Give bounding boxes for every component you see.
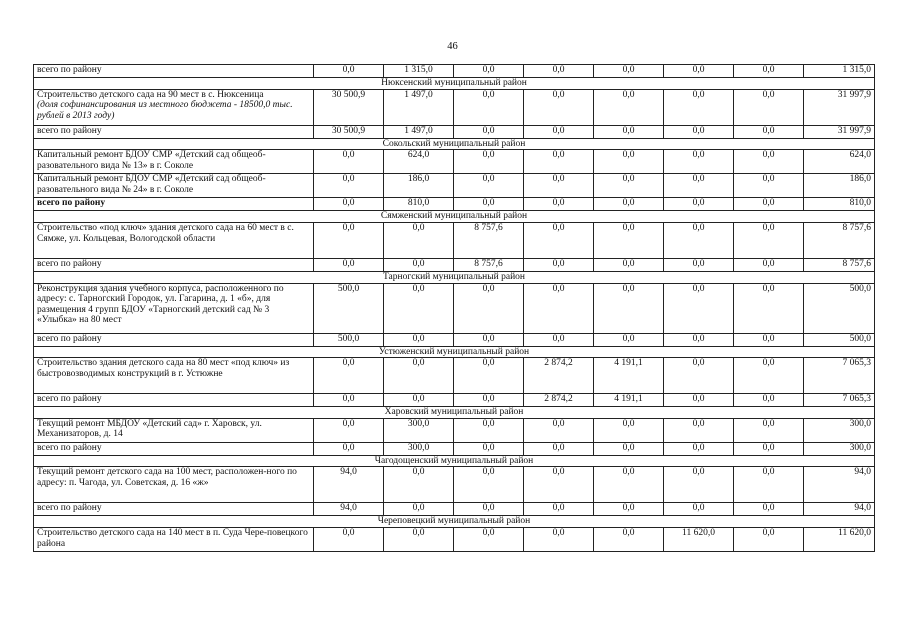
- total-value-cell: 31 997,9: [804, 89, 875, 125]
- value-cell: 624,0: [384, 150, 454, 174]
- total-value-cell: 94,0: [804, 467, 875, 503]
- total-value-cell: 8 757,6: [804, 258, 875, 271]
- value-cell: 0,0: [734, 222, 804, 258]
- value-cell: 11 620,0: [664, 528, 734, 552]
- value-cell: 0,0: [524, 222, 594, 258]
- total-value-cell: 11 620,0: [804, 528, 875, 552]
- value-cell: 0,0: [454, 89, 524, 125]
- value-cell: 0,0: [454, 467, 524, 503]
- value-cell: 0,0: [524, 528, 594, 552]
- section-title: Сокольский муниципальный район: [34, 138, 875, 150]
- item-description: Реконструкция здания учебного корпуса, расположенного по адресу: с. Тарногский Городок, ул. Гагарина, д. 1 «б», для размещения 4 групп БДОУ «Тарногский детский сад № 3 «Улыбка» на 80 мест: [34, 283, 314, 333]
- value-cell: 0,0: [384, 222, 454, 258]
- total-row: [34, 198, 875, 211]
- value-cell: 0,0: [454, 503, 524, 516]
- value-cell: 0,0: [734, 89, 804, 125]
- value-cell: 0,0: [314, 442, 384, 455]
- value-cell: 0,0: [594, 528, 664, 552]
- total-label: всего по району: [34, 333, 314, 346]
- value-cell: 0,0: [734, 358, 804, 394]
- total-row: [34, 125, 875, 138]
- value-cell: 0,0: [594, 198, 664, 211]
- value-cell: 0,0: [454, 418, 524, 442]
- value-cell: 0,0: [384, 258, 454, 271]
- value-cell: 0,0: [314, 174, 384, 198]
- section-title: Чагодощенский муниципальный район: [34, 455, 875, 467]
- value-cell: 0,0: [314, 198, 384, 211]
- total-value-cell: 7 065,3: [804, 358, 875, 394]
- value-cell: 0,0: [664, 174, 734, 198]
- total-row: [34, 394, 875, 407]
- total-value-cell: 624,0: [804, 150, 875, 174]
- value-cell: 0,0: [664, 333, 734, 346]
- total-row: [34, 442, 875, 455]
- value-cell: 0,0: [734, 467, 804, 503]
- total-value-cell: 31 997,9: [804, 125, 875, 138]
- table-row: [34, 174, 875, 198]
- section-row: [34, 455, 875, 467]
- value-cell: 0,0: [594, 467, 664, 503]
- value-cell: 2 874,2: [524, 358, 594, 394]
- item-description: Строительство детского сада на 90 мест в с. Нюксеница (доля софинансирования из местного бюджета - 18500,0 тыс. рублей в 2013 году): [34, 89, 314, 125]
- value-cell: 0,0: [594, 258, 664, 271]
- total-label: всего по району: [34, 503, 314, 516]
- value-cell: 0,0: [594, 125, 664, 138]
- section-row: [34, 407, 875, 419]
- section-title: Харовский муниципальный район: [34, 407, 875, 419]
- value-cell: 0,0: [384, 503, 454, 516]
- total-value-cell: 94,0: [804, 503, 875, 516]
- total-label: всего по району: [34, 65, 314, 78]
- value-cell: 0,0: [734, 394, 804, 407]
- value-cell: 0,0: [734, 65, 804, 78]
- value-cell: 2 874,2: [524, 394, 594, 407]
- value-cell: 0,0: [314, 258, 384, 271]
- value-cell: 8 757,6: [454, 222, 524, 258]
- value-cell: 0,0: [664, 65, 734, 78]
- total-value-cell: 500,0: [804, 333, 875, 346]
- value-cell: 0,0: [664, 467, 734, 503]
- value-cell: 0,0: [454, 283, 524, 333]
- value-cell: 0,0: [734, 283, 804, 333]
- value-cell: 0,0: [384, 358, 454, 394]
- value-cell: 500,0: [314, 283, 384, 333]
- value-cell: 0,0: [664, 283, 734, 333]
- value-cell: 0,0: [734, 503, 804, 516]
- item-note: (доля софинансирования из местного бюджета - 18500,0 тыс. рублей в 2013 году): [37, 100, 293, 121]
- value-cell: 0,0: [664, 222, 734, 258]
- value-cell: 0,0: [594, 65, 664, 78]
- value-cell: 8 757,6: [454, 258, 524, 271]
- value-cell: 0,0: [664, 150, 734, 174]
- total-value-cell: 500,0: [804, 283, 875, 333]
- value-cell: 0,0: [314, 358, 384, 394]
- value-cell: 0,0: [524, 503, 594, 516]
- value-cell: 0,0: [664, 418, 734, 442]
- total-label: всего по району: [34, 125, 314, 138]
- value-cell: 0,0: [454, 198, 524, 211]
- value-cell: 0,0: [454, 65, 524, 78]
- value-cell: 0,0: [384, 333, 454, 346]
- value-cell: 0,0: [524, 89, 594, 125]
- section-row: [34, 78, 875, 90]
- value-cell: 0,0: [524, 198, 594, 211]
- value-cell: 0,0: [454, 358, 524, 394]
- total-row: [34, 65, 875, 78]
- value-cell: 0,0: [734, 528, 804, 552]
- section-row: [34, 346, 875, 358]
- value-cell: 30 500,9: [314, 89, 384, 125]
- section-title: Сямженский муниципальный район: [34, 211, 875, 223]
- section-row: [34, 211, 875, 223]
- value-cell: 1 497,0: [384, 89, 454, 125]
- total-value-cell: 300,0: [804, 442, 875, 455]
- value-cell: 300,0: [384, 418, 454, 442]
- section-title: Тарногский муниципальный район: [34, 271, 875, 283]
- total-row: [34, 333, 875, 346]
- value-cell: 0,0: [734, 418, 804, 442]
- total-value-cell: 300,0: [804, 418, 875, 442]
- section-title: Череповецкий муниципальный район: [34, 516, 875, 528]
- value-cell: 0,0: [734, 150, 804, 174]
- value-cell: 0,0: [664, 125, 734, 138]
- value-cell: 0,0: [734, 333, 804, 346]
- value-cell: 94,0: [314, 467, 384, 503]
- total-value-cell: 1 315,0: [804, 65, 875, 78]
- table-row: [34, 528, 875, 552]
- total-value-cell: 186,0: [804, 174, 875, 198]
- value-cell: 0,0: [734, 258, 804, 271]
- item-description: Текущий ремонт детского сада на 100 мест, расположен-ного по адресу: п. Чагода, ул. Советская, д. 16 «ж»: [34, 467, 314, 503]
- value-cell: 0,0: [664, 394, 734, 407]
- value-cell: 0,0: [524, 65, 594, 78]
- table-row: [34, 89, 875, 125]
- value-cell: 0,0: [314, 150, 384, 174]
- value-cell: 0,0: [664, 503, 734, 516]
- item-description: Капитальный ремонт БДОУ СМР «Детский сад общеоб-разовательного вида № 24» в г. Соколе: [34, 174, 314, 198]
- value-cell: 0,0: [384, 394, 454, 407]
- value-cell: 1 497,0: [384, 125, 454, 138]
- value-cell: 0,0: [524, 333, 594, 346]
- value-cell: 0,0: [734, 125, 804, 138]
- value-cell: 500,0: [314, 333, 384, 346]
- value-cell: 0,0: [664, 198, 734, 211]
- value-cell: 0,0: [454, 333, 524, 346]
- value-cell: 0,0: [594, 89, 664, 125]
- budget-table: [33, 64, 875, 552]
- value-cell: 0,0: [594, 222, 664, 258]
- section-title: Устюженский муниципальный район: [34, 346, 875, 358]
- total-value-cell: 7 065,3: [804, 394, 875, 407]
- section-row: [34, 516, 875, 528]
- value-cell: 0,0: [314, 528, 384, 552]
- value-cell: 0,0: [454, 174, 524, 198]
- value-cell: 0,0: [734, 442, 804, 455]
- value-cell: 0,0: [664, 89, 734, 125]
- value-cell: 300,0: [384, 442, 454, 455]
- table-row: [34, 467, 875, 503]
- value-cell: 94,0: [314, 503, 384, 516]
- value-cell: 0,0: [664, 442, 734, 455]
- value-cell: 0,0: [594, 174, 664, 198]
- value-cell: 186,0: [384, 174, 454, 198]
- total-label: всего по району: [34, 198, 314, 211]
- total-row: [34, 258, 875, 271]
- value-cell: 0,0: [384, 283, 454, 333]
- section-row: [34, 138, 875, 150]
- value-cell: 4 191,1: [594, 394, 664, 407]
- value-cell: 0,0: [384, 467, 454, 503]
- item-description: Строительство здания детского сада на 80 мест «под ключ» из быстровозводимых конструкций в г. Устюжне: [34, 358, 314, 394]
- value-cell: 0,0: [314, 418, 384, 442]
- total-label: всего по району: [34, 258, 314, 271]
- value-cell: 0,0: [314, 222, 384, 258]
- item-description: Текущий ремонт МБДОУ «Детский сад» г. Харовск, ул. Механизаторов, д. 14: [34, 418, 314, 442]
- total-row: [34, 503, 875, 516]
- section-title: Нюксенский муниципальный район: [34, 78, 875, 90]
- value-cell: 0,0: [524, 150, 594, 174]
- value-cell: 30 500,9: [314, 125, 384, 138]
- value-cell: 0,0: [454, 150, 524, 174]
- value-cell: 810,0: [384, 198, 454, 211]
- value-cell: 0,0: [524, 125, 594, 138]
- value-cell: 0,0: [454, 394, 524, 407]
- value-cell: 0,0: [524, 283, 594, 333]
- table-row: [34, 418, 875, 442]
- table-row: [34, 222, 875, 258]
- item-description: Капитальный ремонт БДОУ СМР «Детский сад общеоб-разовательного вида № 13» в г. Соколе: [34, 150, 314, 174]
- section-row: [34, 271, 875, 283]
- value-cell: 0,0: [524, 174, 594, 198]
- value-cell: 0,0: [524, 442, 594, 455]
- total-value-cell: 810,0: [804, 198, 875, 211]
- value-cell: 0,0: [314, 394, 384, 407]
- value-cell: 0,0: [664, 258, 734, 271]
- table-row: [34, 358, 875, 394]
- value-cell: 0,0: [454, 528, 524, 552]
- item-description: Строительство детского сада на 140 мест в п. Суда Чере-повецкого района: [34, 528, 314, 552]
- value-cell: 0,0: [314, 65, 384, 78]
- value-cell: 0,0: [594, 150, 664, 174]
- value-cell: 0,0: [384, 528, 454, 552]
- page-number: 46: [447, 41, 458, 52]
- total-value-cell: 8 757,6: [804, 222, 875, 258]
- value-cell: 0,0: [664, 358, 734, 394]
- value-cell: 1 315,0: [384, 65, 454, 78]
- value-cell: 0,0: [524, 418, 594, 442]
- value-cell: 0,0: [734, 174, 804, 198]
- table-row: [34, 283, 875, 333]
- value-cell: 4 191,1: [594, 358, 664, 394]
- table-body: [34, 65, 875, 552]
- value-cell: 0,0: [594, 442, 664, 455]
- total-label: всего по району: [34, 442, 314, 455]
- value-cell: 0,0: [594, 418, 664, 442]
- total-label: всего по району: [34, 394, 314, 407]
- value-cell: 0,0: [454, 442, 524, 455]
- value-cell: 0,0: [524, 467, 594, 503]
- table-row: [34, 150, 875, 174]
- item-description: Строительство «под ключ» здания детского сада на 60 мест в с. Сямже, ул. Кольцевая, Вологодской области: [34, 222, 314, 258]
- value-cell: 0,0: [524, 258, 594, 271]
- value-cell: 0,0: [594, 283, 664, 333]
- value-cell: 0,0: [594, 503, 664, 516]
- value-cell: 0,0: [734, 198, 804, 211]
- value-cell: 0,0: [594, 333, 664, 346]
- value-cell: 0,0: [454, 125, 524, 138]
